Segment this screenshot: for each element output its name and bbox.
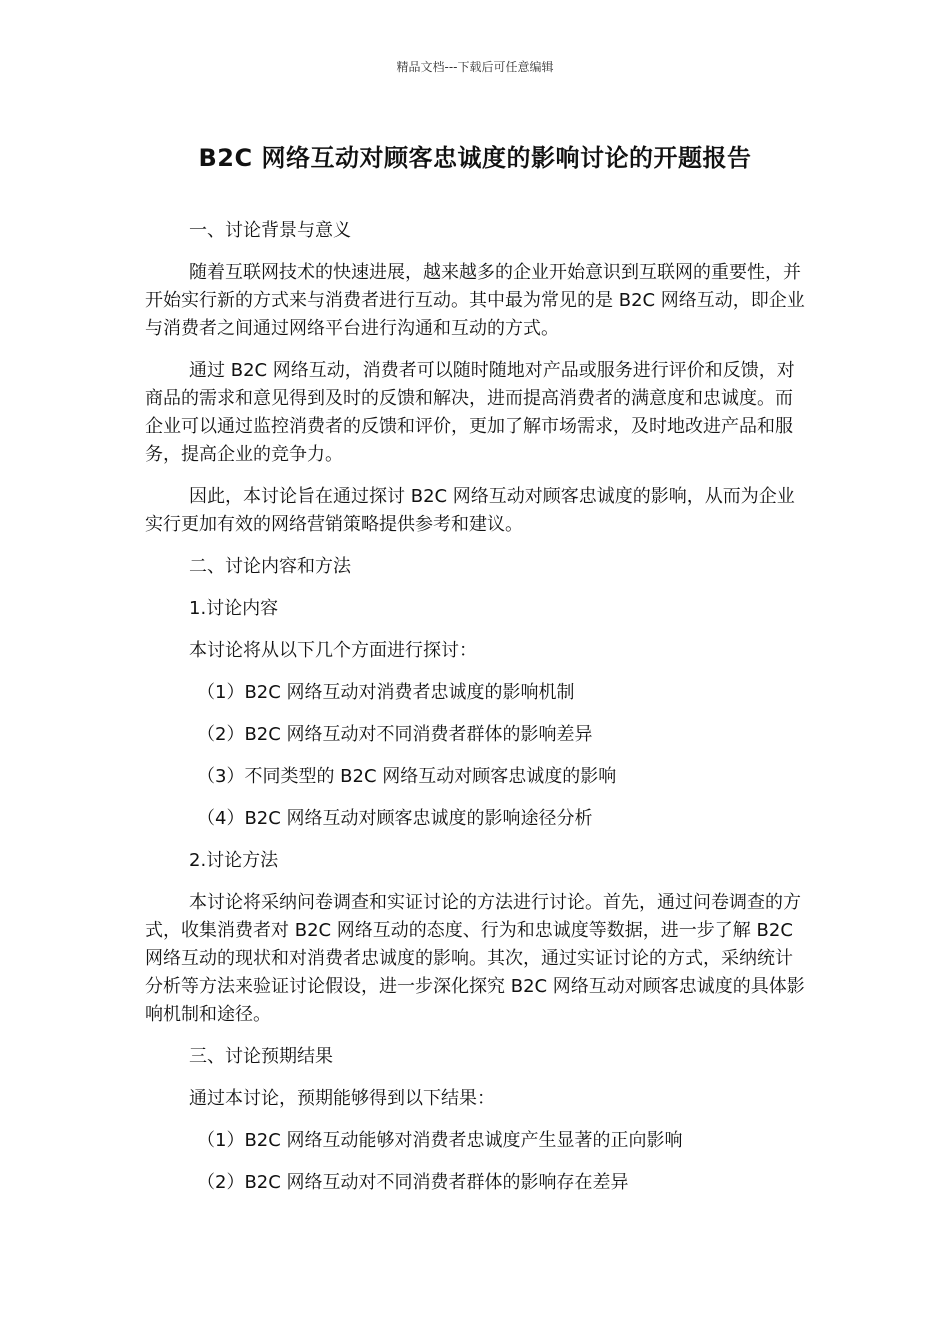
- list-item: （2）B2C 网络互动对不同消费者群体的影响差异: [197, 724, 593, 745]
- list-item: （4）B2C 网络互动对顾客忠诚度的影响途径分析: [197, 808, 593, 829]
- section-1-paragraph-2: 通过 B2C 网络互动，消费者可以随时随地对产品或服务进行评价和反馈，对商品的需求和意见得到及时的反馈和解决，进而提高消费者的满意度和忠诚度。而企业可以通过监控消费者的反馈和评价，更加了解市场需求，及时地改进产品和服务，提高企业的竞争力。: [145, 360, 795, 465]
- subsection-2-2-paragraph: 本讨论将采纳问卷调查和实证讨论的方法进行讨论。首先，通过问卷调查的方式，收集消费者对 B2C 网络互动的态度、行为和忠诚度等数据，进一步了解 B2C 网络互动的现状和对消费者忠诚度的影响。其次，通过实证讨论的方式，采纳统计分析等方法来验证讨论假设，进一步深化探究 B2C 网络互动对顾客忠诚度的具体影响机制和途径。: [145, 892, 805, 1025]
- page-header-note: 精品文档---下载后可任意编辑: [396, 60, 554, 74]
- list-item: （2）B2C 网络互动对不同消费者群体的影响存在差异: [197, 1172, 629, 1193]
- list-item: （1）B2C 网络互动对消费者忠诚度的影响机制: [197, 682, 575, 703]
- list-item: （3）不同类型的 B2C 网络互动对顾客忠诚度的影响: [197, 766, 617, 787]
- document-title: B2C 网络互动对顾客忠诚度的影响讨论的开题报告: [198, 144, 752, 172]
- section-1-paragraph-1: 随着互联网技术的快速进展，越来越多的企业开始意识到互联网的重要性，并开始实行新的方式来与消费者进行互动。其中最为常见的是 B2C 网络互动，即企业与消费者之间通过网络平台进行沟通和互动的方式。: [145, 262, 805, 339]
- subsection-2-1-intro: 本讨论将从以下几个方面进行探讨：: [189, 640, 477, 661]
- section-2-heading: 二、讨论内容和方法: [189, 556, 351, 577]
- document-body: [145, 217, 805, 1211]
- section-1-paragraph-3: 因此，本讨论旨在通过探讨 B2C 网络互动对顾客忠诚度的影响，从而为企业实行更加有效的网络营销策略提供参考和建议。: [145, 486, 795, 535]
- subsection-2-1-heading: 1.讨论内容: [189, 598, 279, 619]
- subsection-2-2-heading: 2.讨论方法: [189, 850, 279, 871]
- list-item: （1）B2C 网络互动能够对消费者忠诚度产生显著的正向影响: [197, 1130, 683, 1151]
- section-3-heading: 三、讨论预期结果: [189, 1046, 333, 1067]
- section-3-intro: 通过本讨论，预期能够得到以下结果：: [189, 1088, 495, 1109]
- section-1-heading: 一、讨论背景与意义: [189, 220, 351, 241]
